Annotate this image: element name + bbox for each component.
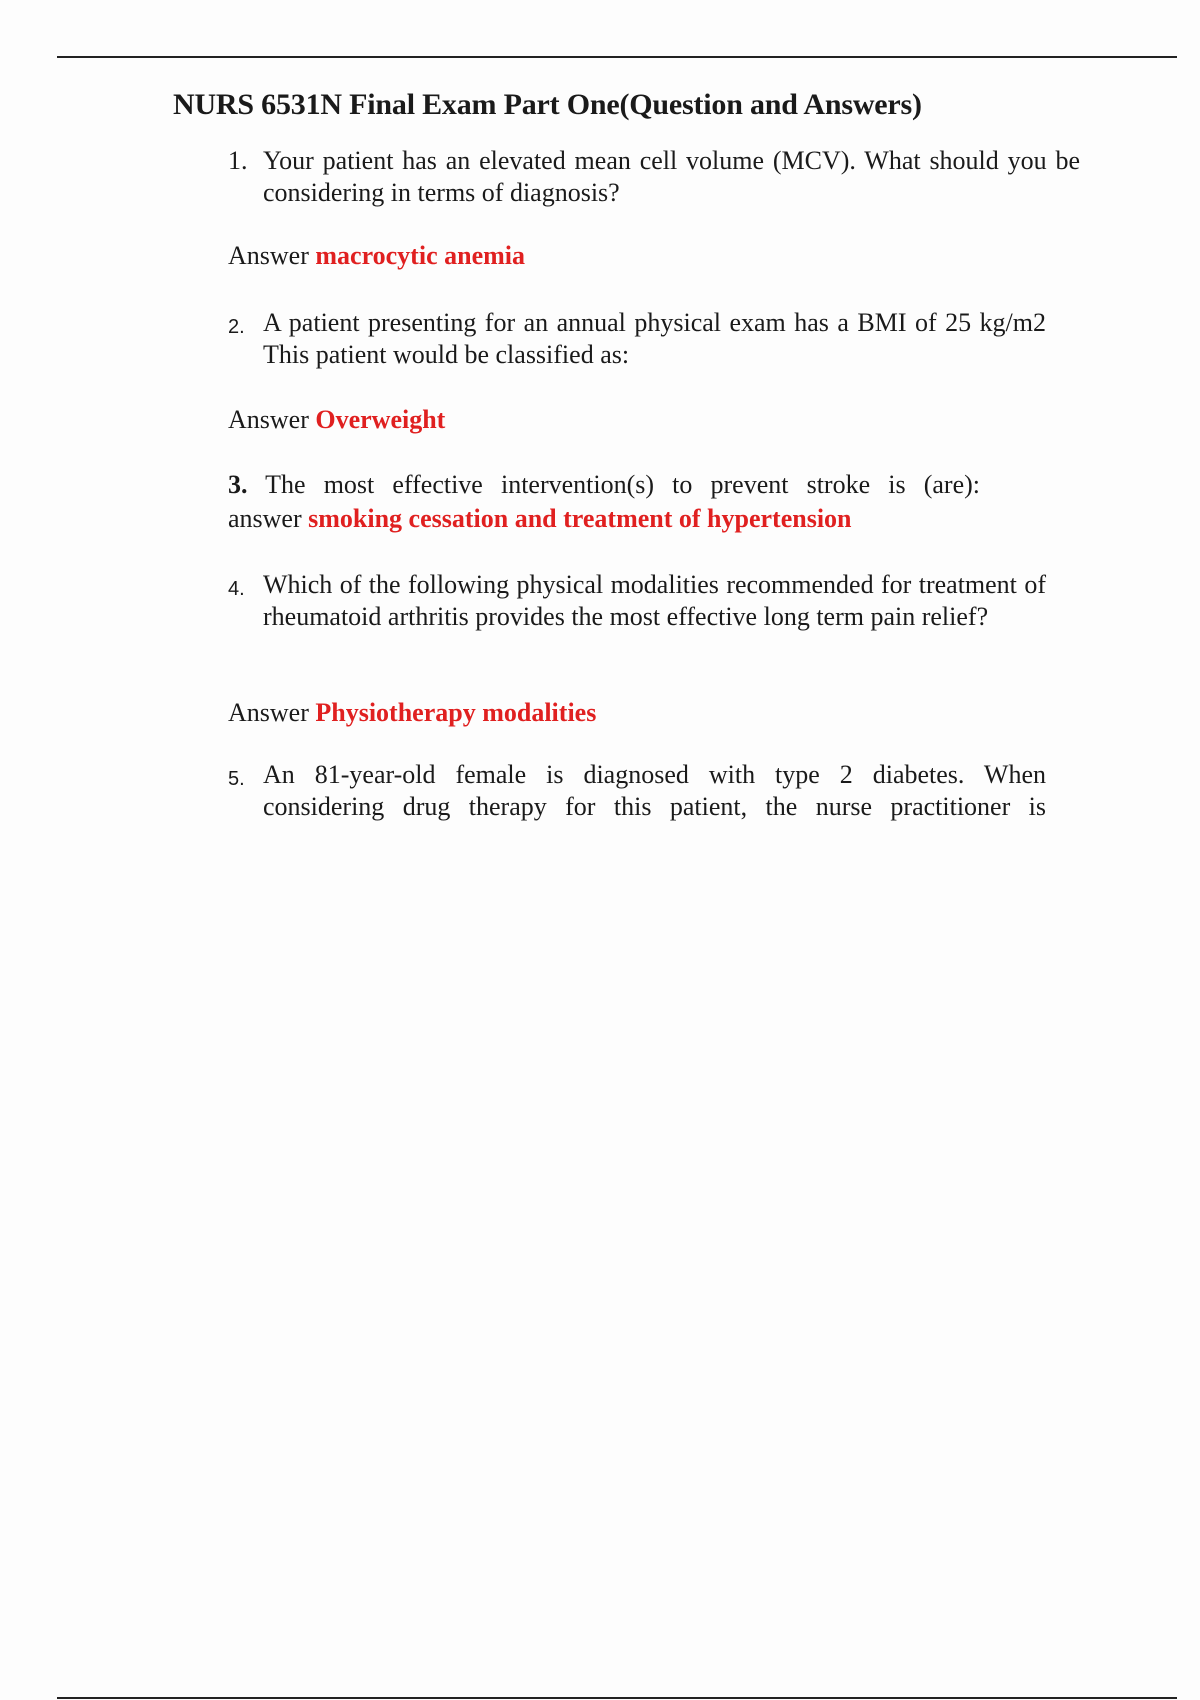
question-text: An 81-year-old female is diagnosed with type 2 diabetes. When considering drug therapy for this patient, the nurse practitioner is [263, 760, 1046, 821]
question-text: Your patient has an elevated mean cell volume (MCV). What should you be considering in terms of diagnosis? [263, 146, 1080, 207]
question-5 [228, 759, 1080, 823]
answer-value: smoking cessation and treatment of hypertension [308, 504, 852, 533]
question-number: 4. [228, 578, 245, 600]
question-text: A patient presenting for an annual physical exam has a BMI of 25 kg/m2 This patient would be classified as: [263, 308, 1046, 369]
answer-1 [228, 240, 525, 272]
answer-label: Answer [228, 241, 309, 270]
answer-2 [228, 404, 445, 436]
answer-label: Answer [228, 405, 309, 434]
question-1 [228, 145, 1080, 209]
page-title: NURS 6531N Final Exam Part One(Question and Answers) [173, 88, 922, 121]
question-3 [228, 468, 1080, 536]
question-4 [228, 569, 1080, 633]
answer-label: answer [228, 504, 302, 533]
answer-value: Overweight [315, 405, 446, 434]
answer-value: macrocytic anemia [315, 241, 525, 270]
answer-label: Answer [228, 698, 309, 727]
answer-value: Physiotherapy modalities [315, 698, 597, 727]
question-2 [228, 307, 1080, 371]
question-number: 3. [228, 470, 248, 499]
question-number: 2. [228, 316, 245, 338]
question-text: The most effective intervention(s) to prevent stroke is (are): [265, 470, 980, 499]
question-text: Which of the following physical modalities recommended for treatment of rheumatoid arthritis provides the most effective long term pain relief? [263, 570, 1046, 631]
question-number: 5. [228, 768, 245, 790]
top-rule [57, 56, 1177, 58]
question-number: 1. [228, 146, 248, 175]
bottom-rule [57, 1697, 1177, 1699]
answer-4 [228, 697, 596, 729]
